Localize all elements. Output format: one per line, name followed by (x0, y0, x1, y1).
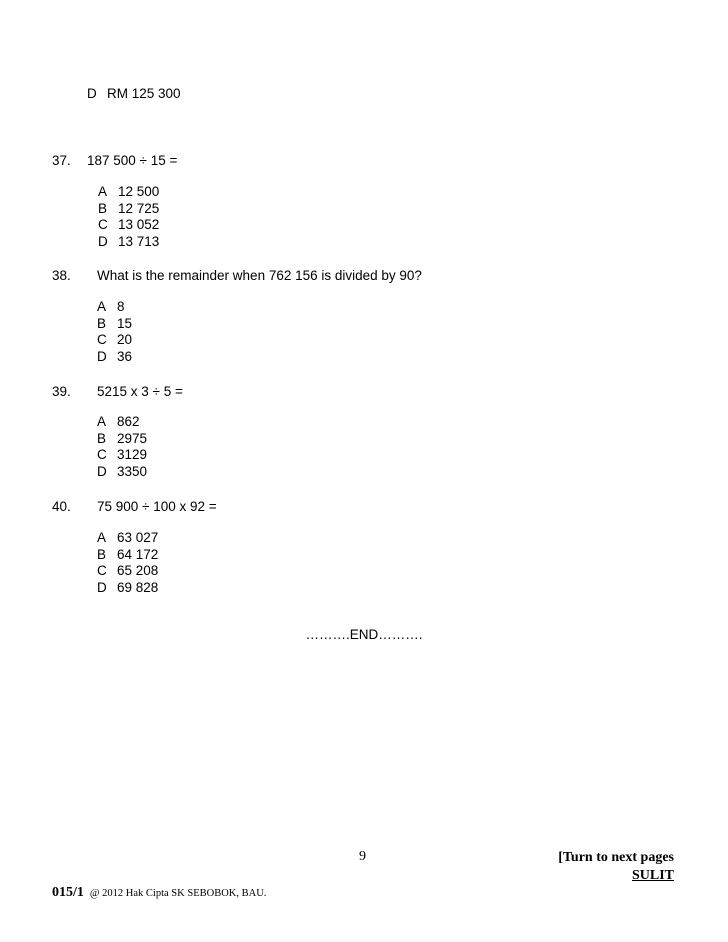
option-letter: D (98, 233, 108, 249)
option-letter: C (98, 217, 108, 233)
option-d (98, 234, 159, 251)
option-b (98, 201, 159, 218)
option-letter: D (87, 86, 97, 101)
option-b (97, 316, 132, 333)
question-number: 38. (52, 268, 71, 283)
option-a (97, 299, 132, 316)
options-list (97, 299, 132, 365)
option-letter: A (98, 184, 108, 199)
question-number: 37. (52, 153, 71, 168)
option-text: 12 725 (118, 200, 160, 216)
options-list (97, 414, 147, 480)
option-letter: B (97, 315, 107, 331)
option-letter: B (98, 200, 108, 216)
option-d (97, 580, 158, 597)
option-d (97, 349, 132, 366)
option-letter: D (97, 579, 107, 595)
option-c (97, 563, 158, 580)
option-c (98, 217, 159, 234)
question-number: 39. (52, 384, 71, 399)
option-text: RM 125 300 (107, 86, 181, 101)
option-a (97, 530, 158, 547)
option-text: 2975 (117, 430, 148, 446)
option-letter: A (97, 299, 107, 314)
question-text: 187 500 ÷ 15 = (87, 153, 178, 168)
page-number: 9 (359, 849, 366, 864)
option-text: 13 052 (118, 217, 160, 233)
option-text: 862 (117, 414, 140, 429)
question-text: 75 900 ÷ 100 x 92 = (97, 499, 217, 514)
option-text: 36 (117, 348, 133, 364)
turn-page-note: [Turn to next pages (558, 850, 674, 865)
end-marker: ……….END………. (305, 627, 423, 642)
option-letter: C (97, 332, 107, 348)
option-letter: B (97, 546, 107, 562)
option-text: 8 (117, 299, 125, 314)
copyright-notice: @ 2012 Hak Cipta SK SEBOBOK, BAU. (89, 888, 267, 899)
option-text: 63 027 (117, 530, 159, 545)
option-c (97, 447, 147, 464)
paper-code: 015/1 (52, 885, 84, 900)
prev-option-d (87, 85, 181, 102)
question-number: 40. (52, 499, 71, 514)
option-letter: D (97, 463, 107, 479)
option-letter: C (97, 447, 107, 463)
option-a (98, 184, 159, 201)
option-letter: D (97, 348, 107, 364)
option-b (97, 431, 147, 448)
option-text: 64 172 (117, 546, 159, 562)
option-text: 20 (117, 332, 133, 348)
option-text: 15 (117, 315, 133, 331)
option-c (97, 332, 132, 349)
question-text: What is the remainder when 762 156 is divided by 90? (97, 268, 422, 283)
option-letter: C (97, 563, 107, 579)
option-b (97, 547, 158, 564)
option-letter: A (97, 414, 107, 429)
option-a (97, 414, 147, 431)
option-text: 3129 (117, 447, 148, 463)
option-text: 65 208 (117, 563, 159, 579)
option-text: 12 500 (118, 184, 160, 199)
options-list (97, 530, 158, 596)
page-footer (52, 883, 266, 903)
option-text: 3350 (117, 463, 148, 479)
option-text: 13 713 (118, 233, 160, 249)
options-list (98, 184, 159, 250)
option-text: 69 828 (117, 579, 159, 595)
option-d (97, 464, 147, 481)
option-letter: A (97, 530, 107, 545)
question-text: 5215 x 3 ÷ 5 = (97, 384, 183, 399)
classification-label: SULIT (631, 868, 674, 883)
option-letter: B (97, 430, 107, 446)
